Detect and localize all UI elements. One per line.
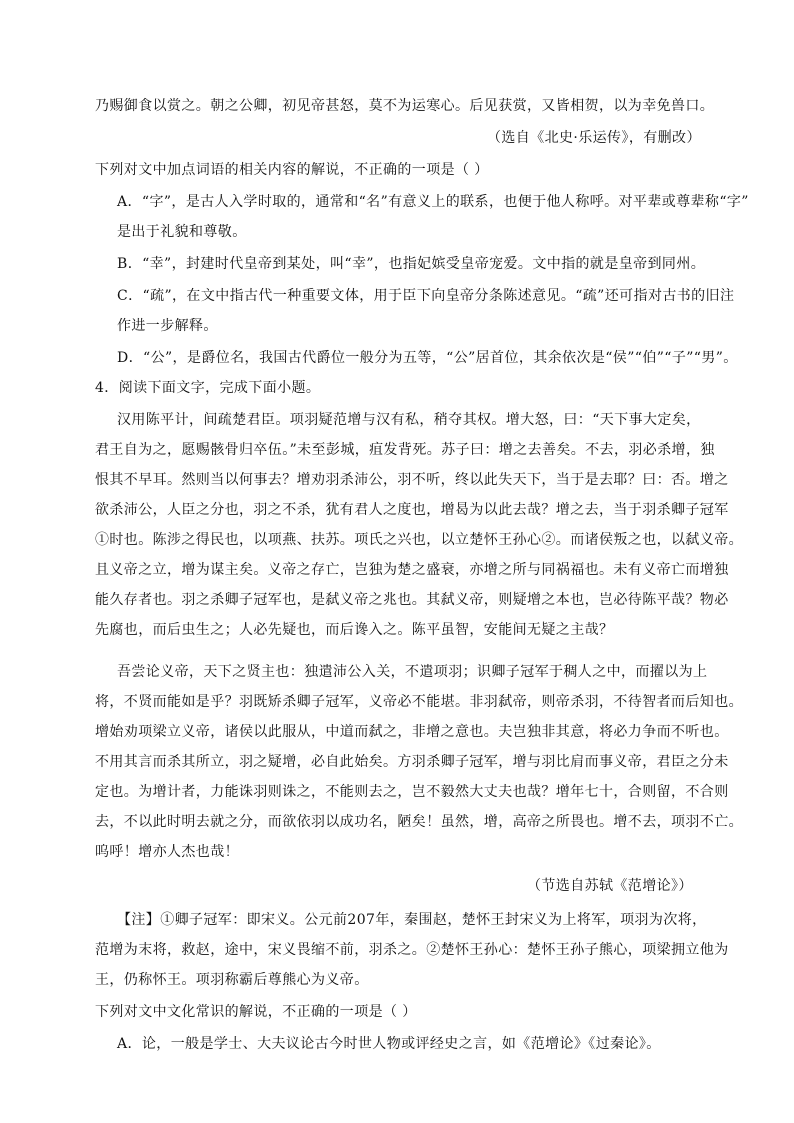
passage-line: 增始劝项梁立义帝，诸侯以此服从，中道而弑之，非增之意也。夫岂独非其意，将必力争而不听也。 <box>95 724 729 740</box>
source-citation: （节选自苏轼《范增论》） <box>527 878 693 894</box>
passage-line: 定也。为增计者，力能诛羽则诛之，不能则去之，岂不毅然大丈夫也哉？增年七十，合则留，不合则 <box>95 784 729 800</box>
passage-line: 不用其言而杀其所立，羽之疑增，必自此始矣。方羽杀卿子冠军，增与羽比肩而事义帝，君臣之分未 <box>95 754 729 770</box>
passage-line: 恨其不早耳。然则当以何事去？增劝羽杀沛公，羽不听，终以此失天下，当于是去耶？曰：否。增之 <box>95 472 729 488</box>
passage-line: 将，不贤而能如是乎？羽既矫杀卿子冠军，义帝必不能堪。非羽弑帝，则帝杀羽，不待智者而后知也。 <box>95 694 743 710</box>
passage-line: 汉用陈平计，间疏楚君臣。项羽疑范增与汉有私，稍夺其权。增大怒，曰：“天下事大定矣， <box>117 412 701 428</box>
option-a: A．“字”，是古人入学时取的，通常和“名”有意义上的联系，也便于他人称呼。对平辈或尊辈称“字” <box>117 194 749 210</box>
option-b: B．“幸”，封建时代皇帝到某处，叫“幸”，也指妃嫔受皇帝宠爱。文中指的就是皇帝到同州。 <box>117 256 706 272</box>
passage-line: 且义帝之立，增为谋主矣。义帝之存亡，岂独为楚之盛衰，亦增之所与同祸福也。未有义帝亡而增独 <box>95 562 729 578</box>
option-a-cont: 是出于礼貌和尊敬。 <box>117 224 247 240</box>
note-line: 王，仍称怀王。项羽称霸后尊熊心为义帝。 <box>95 972 369 988</box>
passage-line: 先腐也，而后虫生之；人必先疑也，而后谗入之。陈平虽智，安能间无疑之主哉？ <box>95 622 614 638</box>
passage-line: 乃赐御食以赏之。朝之公卿，初见帝甚怒，莫不为运寒心。后见获赏，又皆相贺，以为幸免兽口。 <box>95 98 715 114</box>
passage-line: 呜呼！增亦人杰也哉！ <box>95 844 239 860</box>
option-c: C．“疏”，在文中指古代一种重要文体，用于臣下向皇帝分条陈述意见。“疏”还可指对古书的旧注 <box>117 288 735 304</box>
passage-line: 欲杀沛公，人臣之分也，羽之不杀，犹有君人之度也，增曷为以此去哉？增之去，当于羽杀卿子冠军 <box>95 502 729 518</box>
passage-line: 吾尝论义帝，天下之贤主也：独遣沛公入关，不遣项羽；识卿子冠军于稠人之中，而擢以为上 <box>117 664 708 680</box>
note-line: 范增为末将，救赵，途中，宋义畏缩不前，羽杀之。②楚怀王孙心：楚怀王孙子熊心，项梁拥立他为 <box>95 942 729 958</box>
source-citation: （选自《北史·乐运传》，有删改） <box>487 130 701 146</box>
question-stem: 下列对文中加点词语的相关内容的解说，不正确的一项是（ ） <box>95 162 489 178</box>
note-line: 【注】①卿子冠军：即宋义。公元前207年，秦围赵，楚怀王封宋义为上将军，项羽为次将， <box>117 912 707 928</box>
passage-line: 能久存者也。羽之杀卿子冠军也，是弑义帝之兆也。其弑义帝，则疑增之本也，岂必待陈平哉？物必 <box>95 592 729 608</box>
question-stem: 下列对文中文化常识的解说，不正确的一项是（ ） <box>95 1004 417 1020</box>
option-c-cont: 作进一步解释。 <box>117 318 218 334</box>
passage-line: 去，不以此时明去就之分，而欲依羽以成功名，陋矣！虽然，增，高帝之所畏也。增不去，项羽不亡。 <box>95 814 743 830</box>
passage-line: 君王自为之，愿赐骸骨归卒伍。”未至彭城，疽发背死。苏子曰：增之去善矣。不去，羽必杀增，独 <box>95 442 715 458</box>
option-a: A．论，一般是学士、大夫议论古今时世人物或评经史之言，如《范增论》《过秦论》。 <box>117 1036 661 1052</box>
passage-line: ①时也。陈涉之得民也，以项燕、扶苏。项氏之兴也，以立楚怀王孙心②。而诸侯叛之也，以弑义帝。 <box>95 532 743 548</box>
question-heading: 4．阅读下面文字，完成下面小题。 <box>95 380 321 396</box>
option-d: D．“公”，是爵位名，我国古代爵位一般分为五等，“公”居首位，其余依次是“侯”“伯”“子”“男”。 <box>117 350 738 366</box>
